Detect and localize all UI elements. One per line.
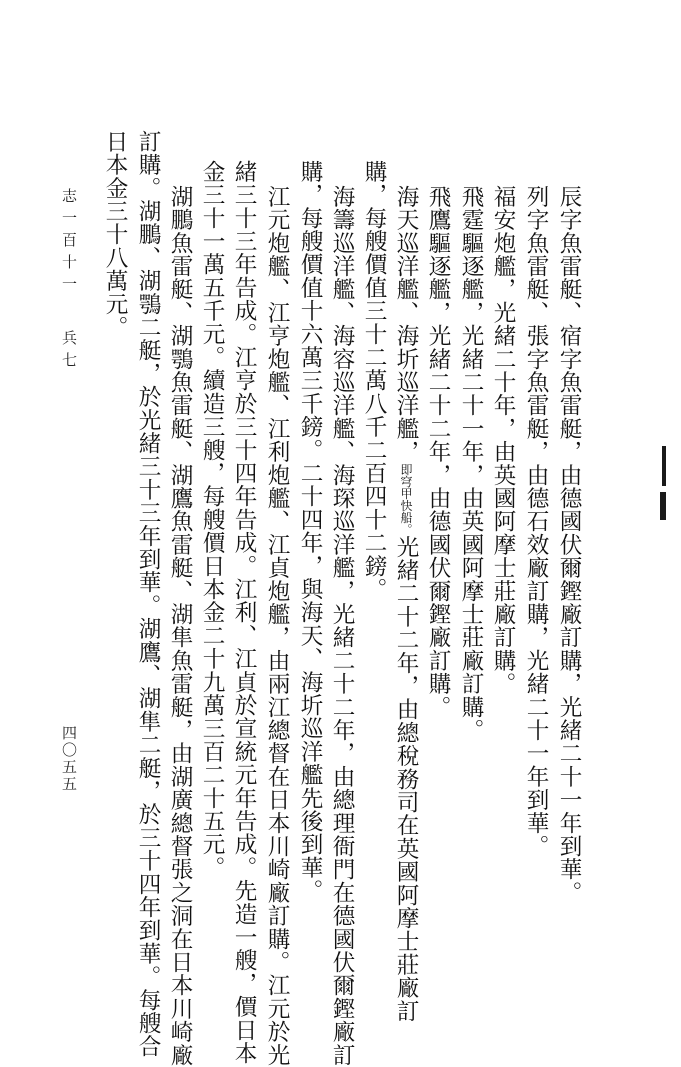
text-column-8-content: 海籌巡洋艦、海容巡洋艦、海琛巡洋艦，光緒二十二年，由總理衙門在德國伏爾鏗廠訂 xyxy=(329,185,355,1067)
scan-mark-top xyxy=(662,446,666,486)
text-column-10 xyxy=(264,185,290,1067)
text-column-11 xyxy=(231,160,257,1065)
running-head-section: 兵七 xyxy=(60,330,78,374)
text-column-11-content: 緒三十三年告成。江亨於三十四年告成。江利、江貞於宣統元年告成。先造一艘，價日本 xyxy=(231,160,257,1065)
text-column-6-note: 即穹甲快船。 xyxy=(399,463,413,536)
text-column-4-content: 飛霆驅逐艦，光緒二十一年，由英國阿摩士莊廠訂購。 xyxy=(458,185,484,742)
running-head-volume: 志一百十一 xyxy=(60,188,78,298)
text-column-9 xyxy=(297,160,323,902)
text-column-14 xyxy=(135,130,161,1058)
text-column-13-content: 湖鵬魚雷艇、湖鶚魚雷艇、湖鷹魚雷艇、湖隼魚雷艇，由湖廣總督張之洞在日本川崎廠 xyxy=(167,185,193,1067)
text-column-2-content: 列字魚雷艇、張字魚雷艇，由德石效廠訂購，光緒二十一年到華。 xyxy=(523,185,549,858)
text-column-8 xyxy=(329,185,355,1067)
text-column-9-content: 購，每艘價值十六萬三千鎊。二十四年，與海天、海圻巡洋艦先後到華。 xyxy=(297,160,323,903)
text-column-15 xyxy=(102,130,128,339)
text-column-7-content: 購，每艘價值三十二萬八千二百四十二鎊。 xyxy=(361,160,387,601)
text-column-13 xyxy=(167,185,193,1067)
text-column-7 xyxy=(361,160,387,601)
text-column-12 xyxy=(199,160,225,879)
text-column-6-content: 海天巡洋艦、海圻巡洋艦， xyxy=(393,185,419,464)
text-column-5-content: 飛鷹驅逐艦，光緒二十二年，由德國伏爾鏗廠訂購。 xyxy=(425,185,451,719)
text-column-4 xyxy=(458,185,484,742)
page-number: 四〇五五 xyxy=(60,725,78,793)
text-column-1-content: 辰字魚雷艇、宿字魚雷艇，由德國伏爾鏗廠訂購，光緒二十一年到華。 xyxy=(556,185,582,905)
text-column-1 xyxy=(556,185,582,904)
text-column-2 xyxy=(523,185,549,858)
text-column-3-content: 福安炮艦，光緒二十年，由英國阿摩士莊廠訂購。 xyxy=(490,185,516,696)
text-column-14-content: 訂購。湖鵬、湖鶚二艇，於光緒三十三年到華。湖鷹、湖隼二艇，於三十四年到華。每艘合 xyxy=(135,130,161,1058)
text-column-15-content: 日本金三十八萬元。 xyxy=(102,130,128,339)
text-column-10-content: 江元炮艦、江亨炮艦、江利炮艦、江貞炮艦，由兩江總督在日本川崎廠訂購。江元於光 xyxy=(264,185,290,1067)
text-column-6 xyxy=(393,185,419,1023)
text-column-5 xyxy=(425,185,451,719)
scan-mark-bottom xyxy=(660,492,666,520)
text-column-12-content: 金三十一萬五千元。續造三艘，每艘價日本金二十九萬三百二十五元。 xyxy=(199,160,225,880)
text-column-3 xyxy=(490,185,516,695)
text-column-6-rest: 光緒二十二年，由總稅務司在英國阿摩士莊廠訂 xyxy=(393,535,419,1023)
